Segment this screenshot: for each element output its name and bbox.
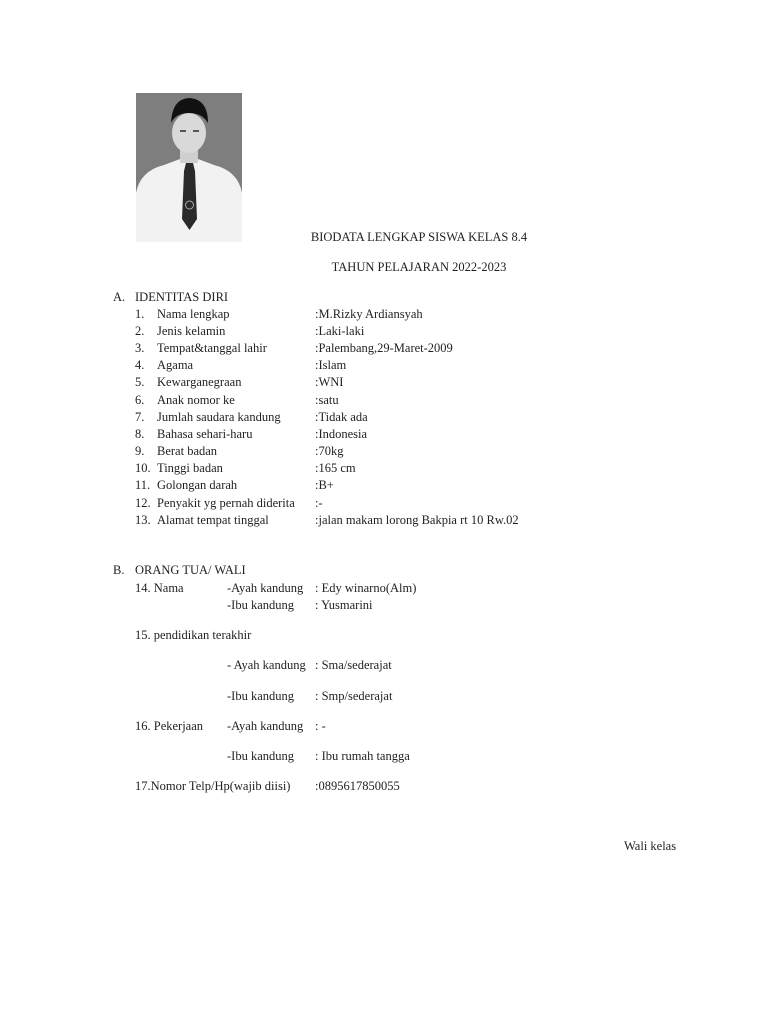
pekerjaan-label: 16. Pekerjaan [135,719,204,733]
document-title: BIODATA LENGKAP SISWA KELAS 8.4 [310,230,528,244]
field-label-tinggi-badan: Tinggi badan [157,461,223,475]
item-number: 11. [135,478,151,492]
document-subtitle: TAHUN PELAJARAN 2022-2023 [331,260,507,274]
ibu-pekerjaan-label: -Ibu kandung [227,749,294,763]
item-number: 12. [135,496,151,510]
ibu-nama-label: -Ibu kandung [227,598,294,612]
ayah-pekerjaan-label: -Ayah kandung [227,719,304,733]
ibu-pendidikan-label: -Ibu kandung [227,689,294,703]
ayah-pendidikan-label: - Ayah kandung [227,658,306,672]
telepon-label: 17.Nomor Telp/Hp(wajib diisi) [135,779,291,793]
section-b-title: ORANG TUA/ WALI [135,563,246,577]
item-number: 1. [135,307,145,321]
item-number: 4. [135,358,145,372]
section-b-letter: B. [113,563,125,577]
telepon-value: :0895617850055 [315,779,400,793]
field-label-agama: Agama [157,358,194,372]
field-value-tempat-tanggal-lahir: :Palembang,29-Maret-2009 [315,341,453,355]
field-label-tempat-tanggal-lahir: Tempat&tanggal lahir [157,341,267,355]
field-label-jenis-kelamin: Jenis kelamin [157,324,226,338]
field-value-nama-lengkap: :M.Rizky Ardiansyah [315,307,423,321]
field-label-golongan-darah: Golongan darah [157,478,238,492]
item-number: 6. [135,393,145,407]
section-a-title: IDENTITAS DIRI [135,290,229,304]
ayah-nama-value: : Edy winarno(Alm) [315,581,417,595]
field-value-tinggi-badan: :165 cm [315,461,356,475]
item-number: 9. [135,444,145,458]
field-label-berat-badan: Berat badan [157,444,218,458]
nama-orangtua-label: 14. Nama [135,581,184,595]
item-number: 7. [135,410,145,424]
field-value-berat-badan: :70kg [315,444,344,458]
field-value-bahasa: :Indonesia [315,427,368,441]
item-number: 5. [135,375,145,389]
field-value-alamat: :jalan makam lorong Bakpia rt 10 Rw.02 [315,513,519,527]
field-value-kewarganegaraan: :WNI [315,375,344,389]
ayah-pendidikan-value: : Sma/sederajat [315,658,392,672]
ayah-pekerjaan-value: : - [315,719,326,733]
student-photo [136,93,242,242]
field-value-golongan-darah: :B+ [315,478,334,492]
field-label-alamat: Alamat tempat tinggal [157,513,269,527]
field-label-bahasa: Bahasa sehari-haru [157,427,253,441]
field-value-jumlah-saudara: :Tidak ada [315,410,368,424]
field-label-kewarganegaraan: Kewarganegraan [157,375,242,389]
field-label-penyakit: Penyakit yg pernah diderita [157,496,295,510]
field-value-jenis-kelamin: :Laki-laki [315,324,365,338]
item-number: 3. [135,341,145,355]
ibu-pendidikan-value: : Smp/sederajat [315,689,393,703]
field-value-agama: :Islam [315,358,347,372]
ibu-pekerjaan-value: : Ibu rumah tangga [315,749,410,763]
ayah-nama-label: -Ayah kandung [227,581,304,595]
wali-kelas-signature-label: Wali kelas [624,839,677,853]
item-number: 8. [135,427,145,441]
field-label-jumlah-saudara: Jumlah saudara kandung [157,410,281,424]
field-value-penyakit: :- [315,496,323,510]
field-label-nama-lengkap: Nama lengkap [157,307,230,321]
pendidikan-label: 15. pendidikan terakhir [135,628,252,642]
ibu-nama-value: : Yusmarini [315,598,373,612]
student-portrait-image [136,93,242,242]
item-number: 2. [135,324,145,338]
item-number: 13. [135,513,151,527]
item-number: 10. [135,461,151,475]
field-label-anak-nomor: Anak nomor ke [157,393,235,407]
section-a-letter: A. [113,290,126,304]
field-value-anak-nomor: :satu [315,393,339,407]
